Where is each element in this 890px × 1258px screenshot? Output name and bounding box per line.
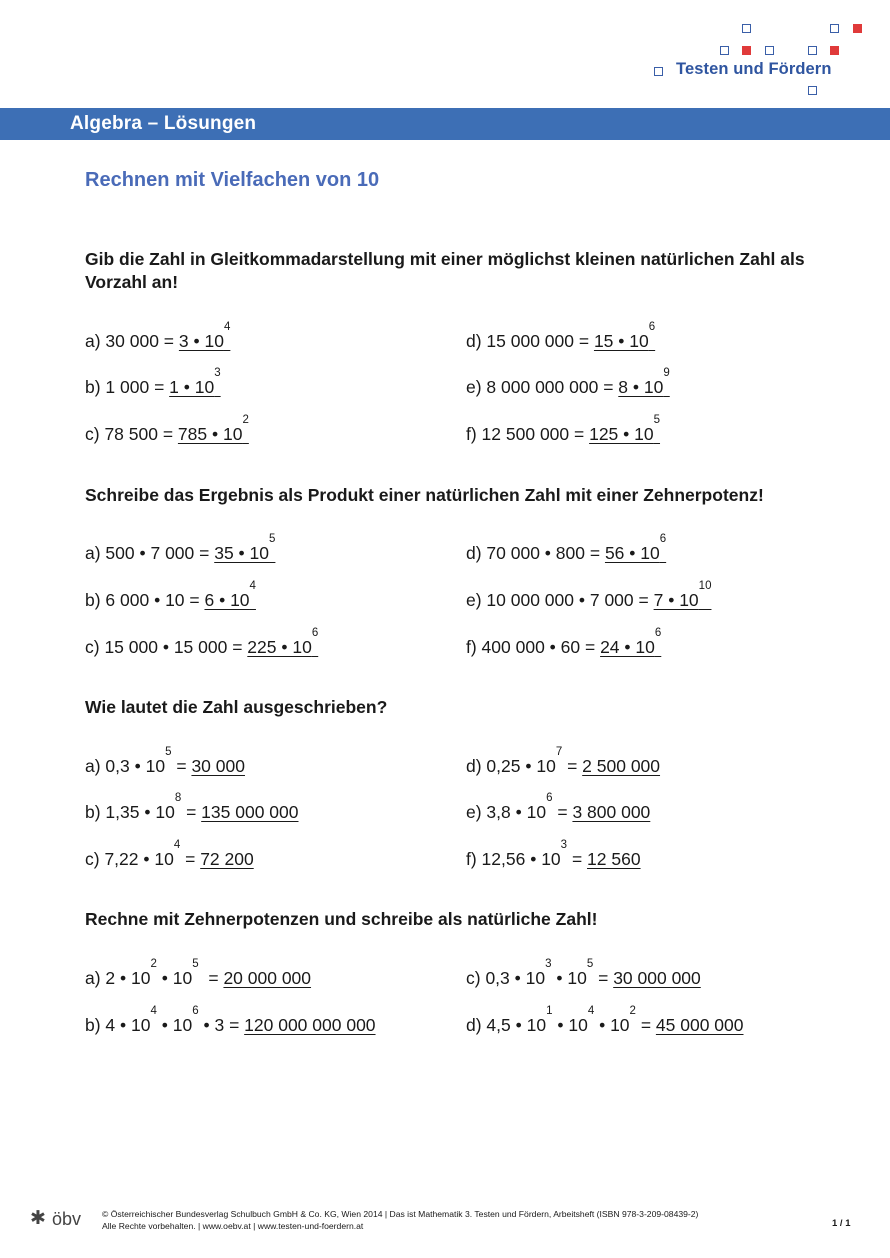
logo-square <box>808 86 817 95</box>
exercise-item: b) 1,35 • $10^8 = 135$ 000 000 <box>85 792 299 822</box>
exercise-item: d) 15 000 000 = 15 • $10^6$ <box>466 321 656 351</box>
answer: 12 560 <box>587 849 641 869</box>
exercise-item: e) 8 000 000 000 = 8 • $10^9$ <box>466 367 670 397</box>
answer: 3 • $10^4$ <box>178 321 231 351</box>
publisher-logo-text: öbv <box>52 1209 82 1229</box>
answer: 1 • $10^3$ <box>169 367 221 397</box>
exercise-item: c) 7,22 • $10^4 = 72$ 200 <box>85 839 254 869</box>
exercise-item: e) 10 000 000 • 7 000 = 7 • $10^{10}$ <box>466 580 712 610</box>
exercise-item: a) 2 • $10^2$ • $10^5 = 20$ 000 000 <box>85 958 312 988</box>
exercise-item: b) 4 • $10^4$ • $10^6$ • 3 = 120 000 000 000 <box>85 1005 376 1035</box>
exercise-item: d) 0,25 • $10^7 = 2$ 500 000 <box>466 746 661 776</box>
banner-title: Algebra – Lösungen <box>70 113 257 134</box>
section-heading: Gib die Zahl in Gleitkommadarstellung mit einer möglichst kleinen natürlichen Zahl als Vorzahl an! <box>85 249 805 292</box>
publisher-star-icon: ✱ <box>30 1208 46 1229</box>
exercise-item: a) 30 000 = 3 • $10^4$ <box>85 321 231 351</box>
footer-line-2: Alle Rechte vorbehalten. | www.oebv.at | www.testen-und-foerdern.at <box>102 1221 364 1231</box>
answer: 135 000 000 <box>201 802 299 822</box>
publisher-logo <box>30 1208 90 1230</box>
answer: 2 500 000 <box>582 756 661 776</box>
answer: 7 • $10^{10}$ <box>653 580 712 610</box>
logo-square <box>720 46 729 55</box>
exercise-item: b) 6 000 • 10 = 6 • $10^4$ <box>85 580 256 610</box>
answer: 24 • $10^6$ <box>600 627 662 657</box>
exercise-item: c) 78 500 = 785 • $10^2$ <box>85 414 249 444</box>
answer: 56 • $10^6$ <box>604 533 667 563</box>
answer: 35 • $10^5$ <box>214 533 276 563</box>
exercise-item: c) 15 000 • 15 000 = 225 • $10^6$ <box>85 627 319 657</box>
section-heading: Rechne mit Zehnerpotenzen und schreibe als natürliche Zahl! <box>85 909 598 929</box>
answer: 30 000 <box>191 756 245 776</box>
title-banner <box>0 108 890 140</box>
page-subtitle: Rechnen mit Vielfachen von 10 <box>85 169 380 191</box>
answer: 72 200 <box>200 849 254 869</box>
answer: 45 000 000 <box>655 1015 744 1035</box>
answer: 8 • $10^9$ <box>618 367 670 397</box>
logo-square <box>742 24 751 33</box>
logo-square <box>765 46 774 55</box>
brand-name: Testen und Fördern <box>676 60 832 78</box>
answer: 120 000 000 000 <box>244 1015 376 1035</box>
logo-square <box>654 67 663 76</box>
answer: 125 • $10^5$ <box>589 414 661 444</box>
logo-square <box>742 46 751 55</box>
exercise-item: d) 4,5 • $10^1$ • $10^4$ • $10^2 = 45$ 000 000 <box>466 1005 744 1035</box>
answer: 20 000 000 <box>223 968 312 988</box>
answer: 225 • $10^6$ <box>247 627 319 657</box>
logo-square <box>808 46 817 55</box>
exercise-item: e) 3,8 • $10^6 = 3$ 800 000 <box>466 792 651 822</box>
logo-square <box>830 46 839 55</box>
exercise-item: f) 12 500 000 = 125 • $10^5$ <box>466 414 661 444</box>
logo-square <box>830 24 839 33</box>
footer-copyright <box>102 1208 698 1232</box>
exercise-item: c) 0,3 • $10^3$ • $10^5 = 30$ 000 000 <box>466 958 701 988</box>
footer-line-1: © Österreichischer Bundesverlag Schulbuch GmbH & Co. KG, Wien 2014 | Das ist Mathematik 3. Testen und Fördern, Arbeitsheft (ISBN 978-3-209-08439-2) <box>102 1209 699 1219</box>
section-heading: Wie lautet die Zahl ausgeschrieben? <box>85 697 388 717</box>
answer: 6 • $10^4$ <box>204 580 256 610</box>
exercise-item: a) 0,3 • $10^5 = 30$ 000 <box>85 746 245 776</box>
exercise-item: d) 70 000 • 800 = 56 • $10^6$ <box>466 533 667 563</box>
logo-square <box>853 24 862 33</box>
answer: 3 800 000 <box>572 802 651 822</box>
answer: 785 • $10^2$ <box>177 414 249 444</box>
answer: 15 • $10^6$ <box>593 321 656 351</box>
section-heading: Schreibe das Ergebnis als Produkt einer natürlichen Zahl mit einer Zehnerpotenz! <box>85 485 764 505</box>
exercise-item: b) 1 000 = 1 • $10^3$ <box>85 367 221 397</box>
exercise-item: a) 500 • 7 000 = 35 • $10^5$ <box>85 533 276 563</box>
exercise-item: f) 12,56 • $10^3 = 12$ 560 <box>466 839 641 869</box>
page-number: 1 / 1 <box>832 1218 851 1229</box>
answer: 30 000 000 <box>613 968 701 988</box>
exercise-item: f) 400 000 • 60 = 24 • $10^6$ <box>466 627 662 657</box>
